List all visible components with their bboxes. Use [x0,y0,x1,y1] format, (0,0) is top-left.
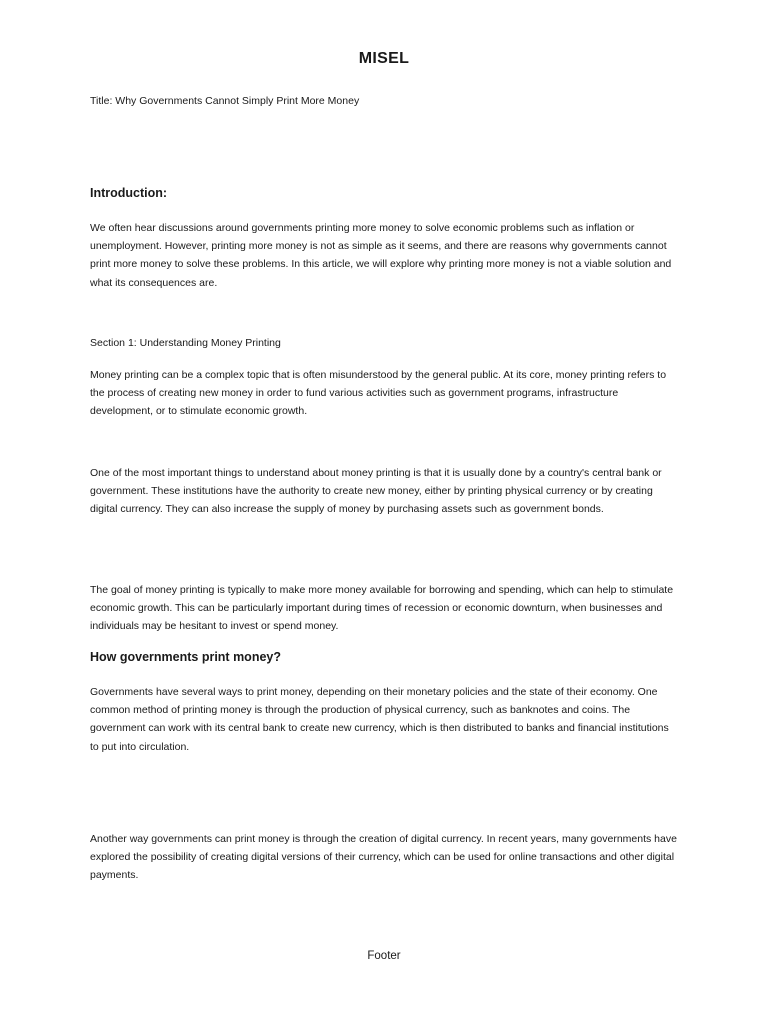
how-paragraph-2: Another way governments can print money is through the creation of digital currency. In recent years, many governments have explored the possibility of creating digital versions of their currency, which can be used for online transactions and other digital payments. [90,833,677,882]
section1-paragraph-1: Money printing can be a complex topic that is often misunderstood by the general public. At its core, money printing refers to the process of creating new money in order to fund various activities such as government programs, infrastructure development, or to stimulate economic growth. [90,369,667,418]
section1-heading: Section 1: Understanding Money Printing [90,337,281,349]
section1-paragraph-3: The goal of money printing is typically to make more money available for borrowing and spending, which can help to stimulate economic growth. This can be particularly important during times of recession or economic downturn, when businesses and individuals may be hesitant to invest or spend money. [90,584,674,633]
page-footer: Footer [367,950,401,962]
introduction-paragraph: We often hear discussions around governments printing more money to solve economic problems such as inflation or unemployment. However, printing more money is not as simple as it seems, and there are reasons why governments cannot print more money to solve these problems. In this article, we will explore why printing more money is not a viable solution and what its consequences are. [90,222,672,289]
document-title: Title: Why Governments Cannot Simply Print More Money [90,95,360,107]
page-header-title: MISEL [358,50,410,67]
introduction-heading: Introduction: [90,186,168,200]
section1-paragraph-2: One of the most important things to understand about money printing is that it is usually done by a country's central bank or government. These institutions have the authority to create new money, either by printing physical currency or by creating digital currency. They can also increase the supply of money by purchasing assets such as government bonds. [90,467,662,516]
how-paragraph-1: Governments have several ways to print money, depending on their monetary policies and the state of their economy. One common method of printing money is through the production of physical currency, such as banknotes and coins. The government can work with its central bank to create new currency, which is then distributed to banks and financial institutions to put into circulation. [90,686,669,753]
how-governments-heading: How governments print money? [90,650,281,664]
